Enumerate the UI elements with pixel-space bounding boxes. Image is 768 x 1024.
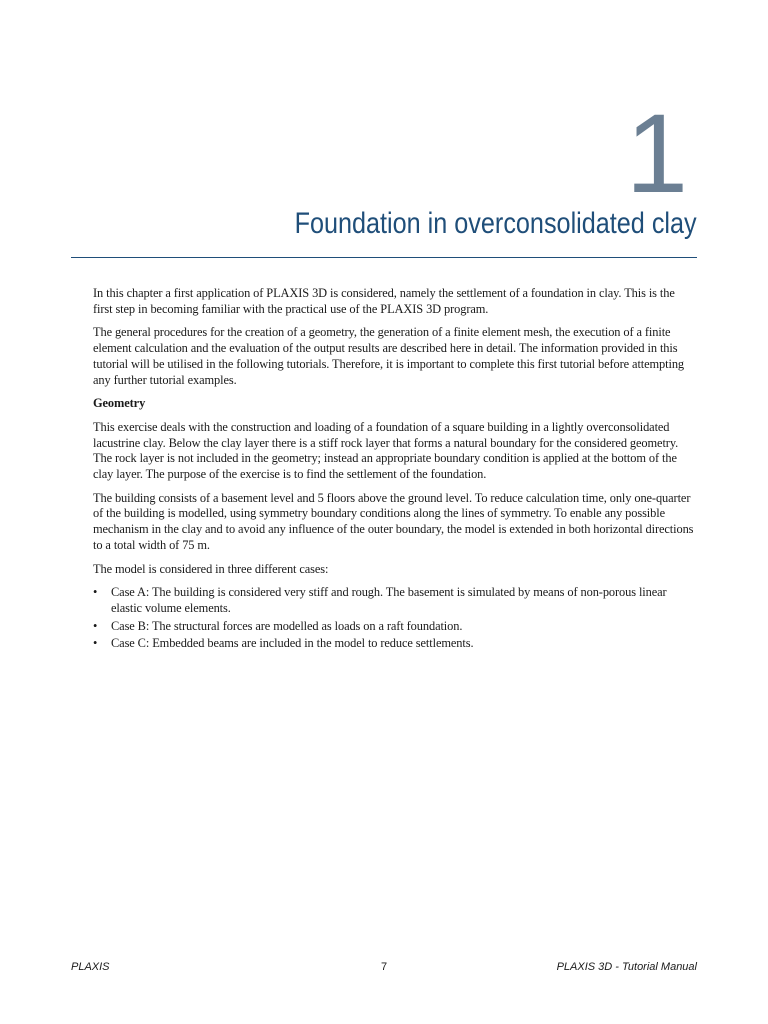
geometry-paragraph-1: This exercise deals with the construction and loading of a foundation of a square building in a lightly overconsolidated lacustrine clay. Below the clay layer there is a stiff rock layer that forms a natural boundary for the considered geometry. The rock layer is not included in the geometry; instead an appropriate boundary condition is applied at the bottom of the clay layer. The purpose of the exercise is to find the settlement of the foundation. xyxy=(93,419,679,482)
bullet-icon: • xyxy=(93,618,98,633)
chapter-number: 1 xyxy=(625,91,688,216)
geometry-paragraph-2: The building consists of a basement level and 5 floors above the ground level. To reduce calculation time, only one-quarter of the building is modelled, using symmetry boundary conditions along the lines of symmetry. To enable any possible mechanism in the clay and to avoid any influence of the outer boundary, the model is extended in both horizontal directions to a total width of 75 m. xyxy=(93,490,694,552)
list-item xyxy=(93,585,695,616)
list-item xyxy=(93,636,695,652)
chapter-content xyxy=(93,286,695,654)
case-c-text: Case C: Embedded beams are included in the model to reduce settlements. xyxy=(111,636,474,651)
page-footer xyxy=(71,961,697,977)
cases-list xyxy=(93,585,695,652)
bullet-icon: • xyxy=(93,585,98,600)
intro-paragraph-2: The general procedures for the creation of a geometry, the generation of a finite element mesh, the execution of a finite element calculation and the evaluation of the output results are described here in detail. The information provided in this tutorial will be utilised in the following tutorials. Therefore, it is important to complete this first tutorial before attempting any further tutorial examples. xyxy=(93,325,685,387)
footer-publisher: PLAXIS xyxy=(71,961,110,973)
chapter-title: Foundation in overconsolidated clay xyxy=(294,207,697,240)
geometry-heading: Geometry xyxy=(93,396,146,411)
bullet-icon: • xyxy=(93,636,98,651)
case-b-text: Case B: The structural forces are modelled as loads on a raft foundation. xyxy=(111,618,463,633)
case-a-text: Case A: The building is considered very stiff and rough. The basement is simulated by means of non-porous linear elastic volume elements. xyxy=(111,585,667,615)
page-number: 7 xyxy=(380,961,388,973)
footer-manual-title: PLAXIS 3D - Tutorial Manual xyxy=(556,961,697,973)
intro-paragraph-1: In this chapter a first application of PLAXIS 3D is considered, namely the settlement of a foundation in clay. This is the first step in becoming familiar with the practical use of the PLAXIS 3D program. xyxy=(93,286,675,316)
title-divider xyxy=(71,257,697,258)
list-item xyxy=(93,619,695,635)
geometry-paragraph-3: The model is considered in three different cases: xyxy=(93,561,329,576)
